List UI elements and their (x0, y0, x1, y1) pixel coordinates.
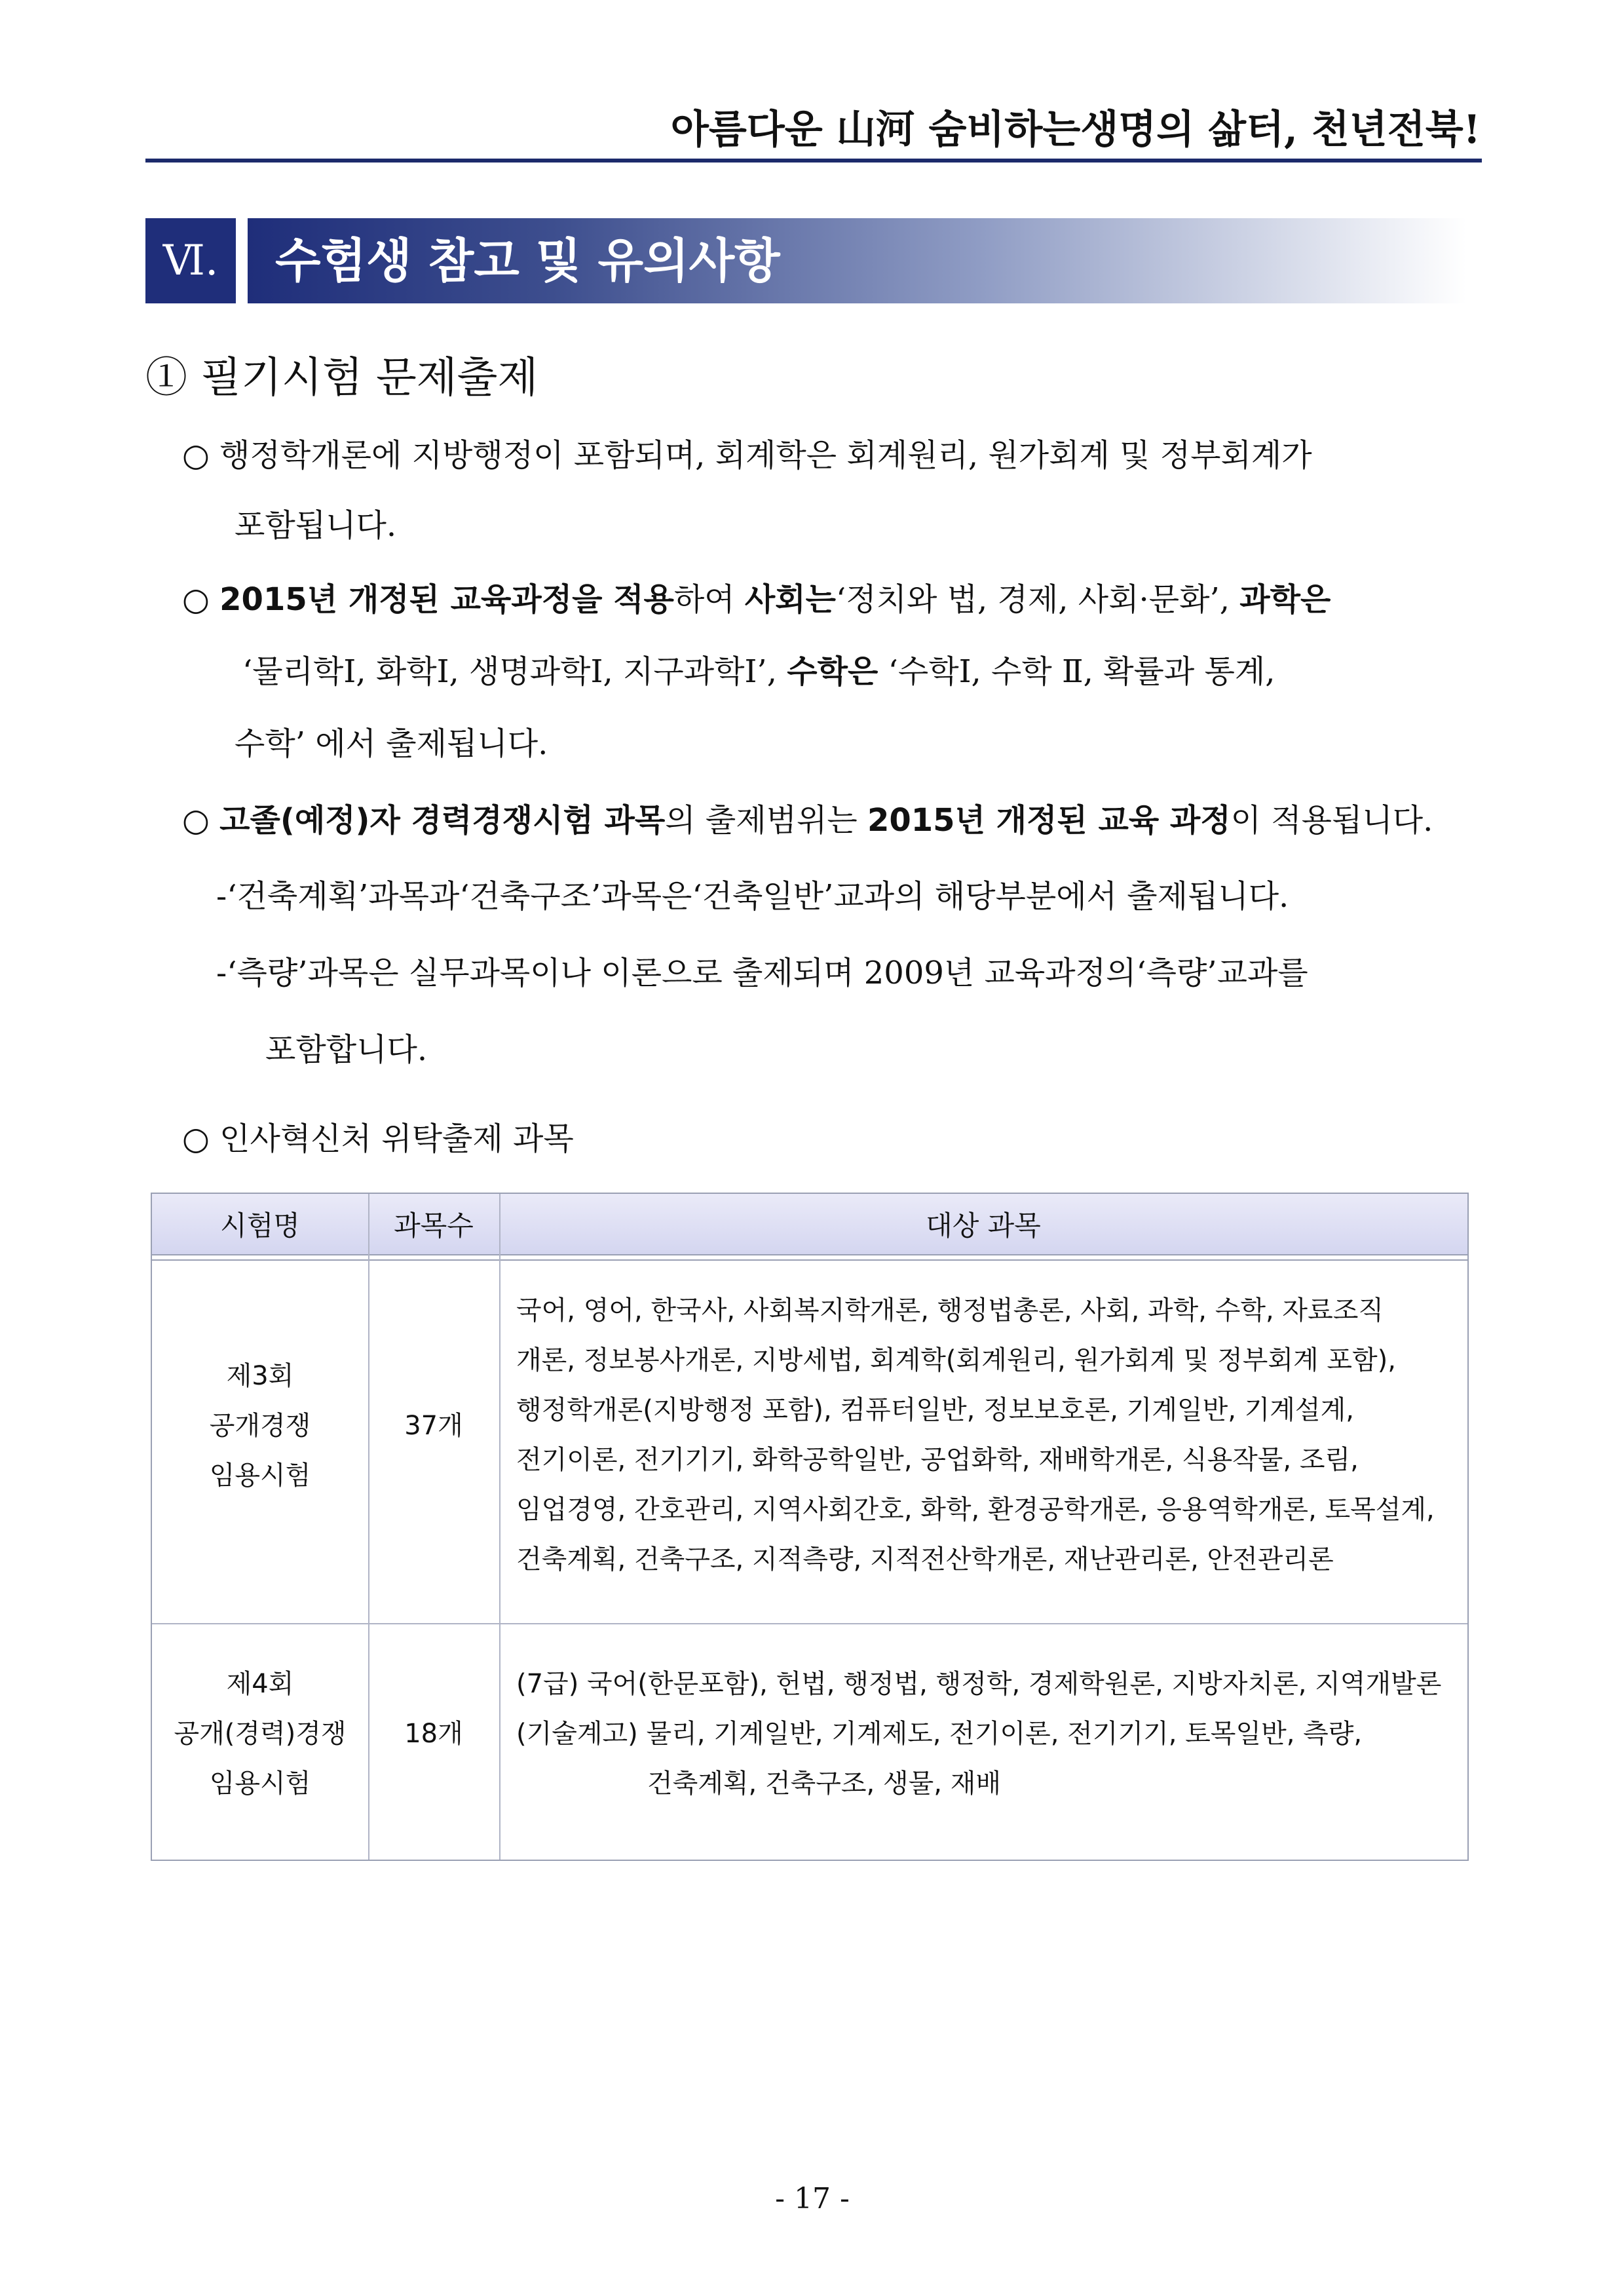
row1-count: 37개 (404, 1411, 463, 1441)
row2-count: 18개 (404, 1719, 463, 1749)
emphasis: 고졸(예정)자 경력경쟁시험 과목 (219, 802, 666, 839)
row1-name-line: 임용시험 (209, 1461, 311, 1491)
emphasis: 사회는 (744, 581, 837, 618)
dash-item-2-line1: -‘측량’과목은 실무과목이나 이론으로 출제되며 2009년 교육과정의‘측량’교과를 (216, 955, 1308, 991)
row-divider (152, 1623, 1467, 1624)
row1-subject-line: 건축계획, 건축구조, 지적측량, 지적전산학개론, 재난관리론, 안전관리론 (516, 1544, 1334, 1575)
text: 이 적용됩니다. (1230, 802, 1433, 839)
row1-exam-name (152, 1351, 368, 1501)
row1-subject-line: 행정학개론(지방행정 포함), 컴퓨터일반, 정보보호론, 기계일반, 기계설계, (516, 1395, 1354, 1425)
section-title: 수험생 참고 및 유의사항 (275, 233, 780, 288)
emphasis: 수학은 (787, 653, 878, 690)
row2-subjects (516, 1659, 1441, 1808)
row1-name-line: 제3회 (226, 1361, 294, 1391)
bullet: ○ (182, 802, 220, 839)
page-number: - 17 - (775, 2182, 850, 2215)
para4: ○ 인사혁신처 위탁출제 과목 (182, 1120, 574, 1157)
emphasis: 2015년 개정된 교육 과정 (867, 802, 1231, 839)
header-double-rule (152, 1259, 1467, 1261)
text: ‘정치와 법, 경제, 사회·문화’, (836, 581, 1240, 618)
row2-subject-line: (7급) 국어(한문포함), 헌법, 행정법, 행정학, 경제학원론, 지방자치론, 지역개발론 (516, 1669, 1442, 1699)
row1-subject-line: 임업경영, 간호관리, 지역사회간호, 화학, 환경공학개론, 응용역학개론, 토목설계, (516, 1495, 1435, 1525)
section-number: Ⅵ. (145, 218, 236, 303)
header-slogan: 아름다운 山河 숨비하는생명의 삶터, 천년전북! (670, 107, 1481, 153)
emphasis: 2015년 개정된 교육과정을 적용 (219, 581, 674, 618)
col-divider (499, 1194, 500, 1860)
para3 (182, 801, 1433, 840)
para2-line2 (242, 652, 1275, 691)
row2-exam-name (152, 1659, 368, 1808)
dash-item-1: -‘건축계획’과목과‘건축구조’과목은‘건축일반’교과의 해당부분에서 출제됩니다. (216, 878, 1289, 915)
emphasis: 과학은 (1239, 581, 1331, 618)
row2-name-line: 공개(경력)경쟁 (174, 1719, 347, 1749)
row1-subject-line: 국어, 영어, 한국사, 사회복지학개론, 행정법총론, 사회, 과학, 수학, 자료조직 (516, 1295, 1384, 1326)
col-divider (368, 1194, 369, 1860)
row2-subject-line: 건축계획, 건축구조, 생물, 재배 (647, 1769, 1001, 1799)
th-exam-name: 시험명 (152, 1194, 368, 1255)
dash-item-2-line2: 포함합니다. (265, 1031, 428, 1068)
text: ‘수학Ⅰ, 수학 Ⅱ, 확률과 통계, (878, 653, 1275, 690)
para2-line3: 수학’ 에서 출제됩니다. (235, 725, 548, 762)
para1-line1: ○ 행정학개론에 지방행정이 포함되며, 회계학은 회계원리, 원가회계 및 정부회계가 (182, 437, 1312, 474)
row1-subject-line: 전기이론, 전기기기, 화학공학일반, 공업화학, 재배학개론, 식용작물, 조림, (516, 1445, 1359, 1475)
row2-name-line: 임용시험 (209, 1769, 311, 1799)
text: 의 출제범위는 (665, 802, 867, 839)
bullet: ○ (182, 581, 220, 618)
row1-subject-line: 개론, 정보봉사개론, 지방세법, 회계학(회계원리, 원가회계 및 정부회계 포함), (516, 1345, 1396, 1375)
para1-line2: 포함됩니다. (235, 507, 397, 544)
text: ‘물리학Ⅰ, 화학Ⅰ, 생명과학Ⅰ, 지구과학Ⅰ’, (242, 653, 787, 690)
row2-subject-line: (기술계고) 물리, 기계일반, 기계제도, 전기이론, 전기기기, 토목일반, 측량, (516, 1719, 1363, 1749)
subheading: ① 필기시험 문제출제 (145, 354, 538, 402)
para2-line1 (182, 580, 1331, 619)
text: 하여 (673, 581, 745, 618)
row2-name-line: 제4회 (226, 1669, 294, 1699)
th-subject-count: 과목수 (368, 1194, 499, 1255)
header-rule (145, 159, 1482, 163)
row1-subjects (516, 1286, 1435, 1584)
exam-subjects-table (151, 1193, 1469, 1861)
th-subjects: 대상 과목 (499, 1194, 1467, 1255)
row1-name-line: 공개경쟁 (209, 1411, 311, 1441)
